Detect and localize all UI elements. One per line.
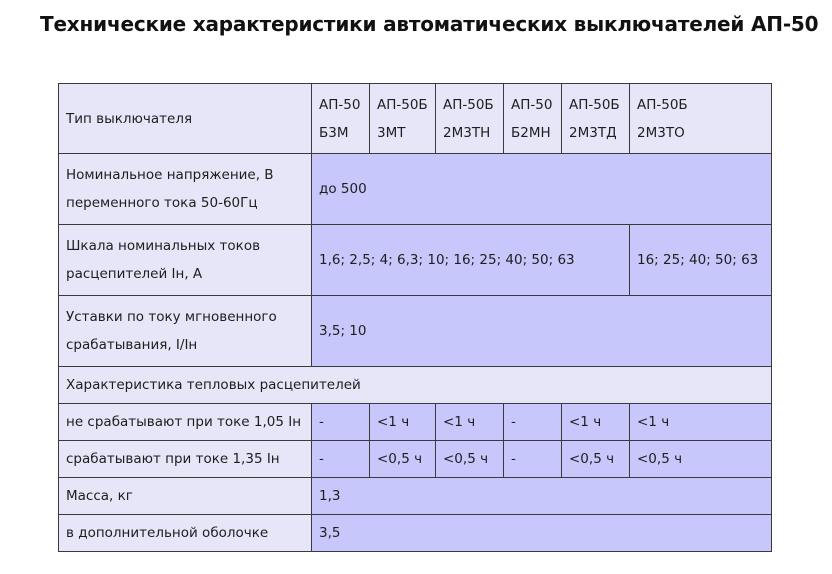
type-name-line2: 2М3ТО (637, 124, 685, 141)
instant-settings-label-line2: срабатывания, I/Iн (66, 337, 198, 353)
current-scale-value-last: 16; 25; 40; 50; 63 (630, 225, 772, 296)
type-cell (504, 84, 562, 154)
enclosure-value: 3,5 (312, 515, 772, 552)
current-scale-value: 1,6; 2,5; 4; 6,3; 10; 16; 25; 40; 50; 63 (312, 225, 630, 296)
table-row-enclosure (59, 515, 772, 552)
type-name-line1: АП-50Б (569, 96, 620, 113)
trip-value: <0,5 ч (562, 441, 630, 478)
instant-settings-label-line1: Уставки по току мгновенного (66, 309, 277, 325)
voltage-label-line2: переменного тока 50-60Гц (66, 195, 258, 211)
no-trip-value: <1 ч (436, 404, 504, 441)
type-cell (630, 84, 772, 154)
no-trip-value: <1 ч (370, 404, 436, 441)
trip-value: <0,5 ч (370, 441, 436, 478)
table-row-voltage (59, 154, 772, 225)
table-row-mass (59, 478, 772, 515)
instant-settings-value: 3,5; 10 (312, 296, 772, 367)
type-cell (436, 84, 504, 154)
type-name-line2: 2М3ТД (569, 124, 617, 141)
no-trip-value: <1 ч (630, 404, 772, 441)
mass-value: 1,3 (312, 478, 772, 515)
type-name-line2: Б3М (319, 124, 349, 141)
type-label: Тип выключателя (66, 110, 193, 127)
table-row-current-scale (59, 225, 772, 296)
type-cell (562, 84, 630, 154)
type-name-line2: 2М3ТН (443, 124, 491, 141)
type-name-line1: АП-50 (319, 96, 361, 113)
no-trip-value: - (504, 404, 562, 441)
page-title: Технические характеристики автоматических выключателей АП-50 (40, 12, 819, 36)
current-scale-label-line2: расцепителей Iн, А (66, 266, 203, 282)
current-scale-label-line1: Шкала номинальных токов (66, 238, 261, 254)
type-name-line2: 3МТ (377, 124, 406, 141)
type-name-line1: АП-50Б (377, 96, 428, 113)
no-trip-value: <1 ч (562, 404, 630, 441)
voltage-label-line1: Номинальное напряжение, В (66, 167, 274, 183)
table-row-section (59, 367, 772, 404)
type-name-line1: АП-50 (511, 96, 553, 113)
voltage-value: до 500 (312, 154, 772, 225)
trip-label: срабатывают при токе 1,35 Iн (59, 441, 312, 478)
table-row-instant-settings (59, 296, 772, 367)
type-name-line1: АП-50Б (443, 96, 494, 113)
mass-label: Масса, кг (59, 478, 312, 515)
trip-value: <0,5 ч (436, 441, 504, 478)
no-trip-value: - (312, 404, 370, 441)
instant-settings-label-cell (59, 296, 312, 367)
enclosure-label: в дополнительной оболочке (59, 515, 312, 552)
trip-value: <0,5 ч (630, 441, 772, 478)
thermal-section-heading: Характеристика тепловых расцепителей (59, 367, 772, 404)
type-cell (312, 84, 370, 154)
no-trip-label: не срабатывают при токе 1,05 Iн (59, 404, 312, 441)
spec-table (58, 83, 772, 552)
trip-value: - (312, 441, 370, 478)
current-scale-label-cell (59, 225, 312, 296)
type-name-line2: Б2МН (511, 124, 551, 141)
type-name-line1: АП-50Б (637, 96, 688, 113)
type-label-cell (59, 84, 312, 154)
table-row-no-trip (59, 404, 772, 441)
table-row-trip (59, 441, 772, 478)
table-row-header (59, 84, 772, 154)
voltage-label-cell (59, 154, 312, 225)
trip-value: - (504, 441, 562, 478)
type-cell (370, 84, 436, 154)
